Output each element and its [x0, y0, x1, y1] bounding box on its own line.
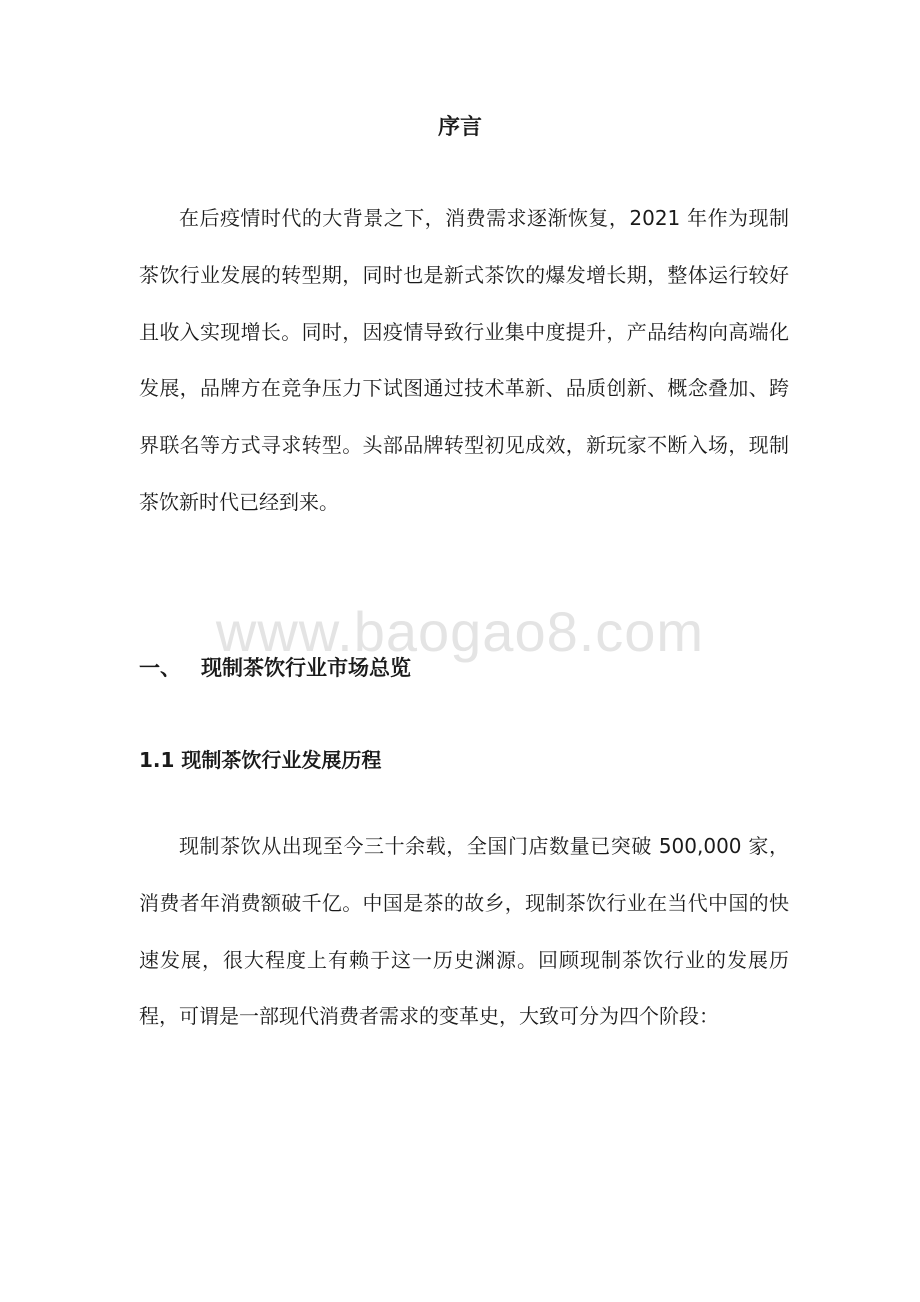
preface-paragraph: 在后疫情时代的大背景之下，消费需求逐渐恢复，2021 年作为现制茶饮行业发展的转型期，同时也是新式茶饮的爆发增长期，整体运行较好且收入实现增长。同时，因疫情导致行业集中度提升，产品结构向高端化发展，品牌方在竞争压力下试图通过技术革新、品质创新、概念叠加、跨界联名等方式寻求转型。头部品牌转型初见成效，新玩家不断入场，现制茶饮新时代已经到来。: [139, 206, 789, 514]
section-paragraph: 现制茶饮从出现至今三十余载，全国门店数量已突破 500,000 家，消费者年消费额破千亿。中国是茶的故乡，现制茶饮行业在当代中国的快速发展，很大程度上有赖于这一历史渊源。回顾现制茶饮行业的发展历程，可谓是一部现代消费者需求的变革史，大致可分为四个阶段：: [139, 834, 789, 1029]
subsection-heading: 1.1 现制茶饮行业发展历程: [139, 748, 382, 772]
section-number: 一、: [139, 656, 181, 680]
watermark-text: www.baogao8.com: [215, 600, 705, 663]
section-title: 现制茶饮行业市场总览: [201, 656, 411, 680]
page-title: 序言: [437, 115, 482, 140]
section-heading: [139, 650, 411, 686]
